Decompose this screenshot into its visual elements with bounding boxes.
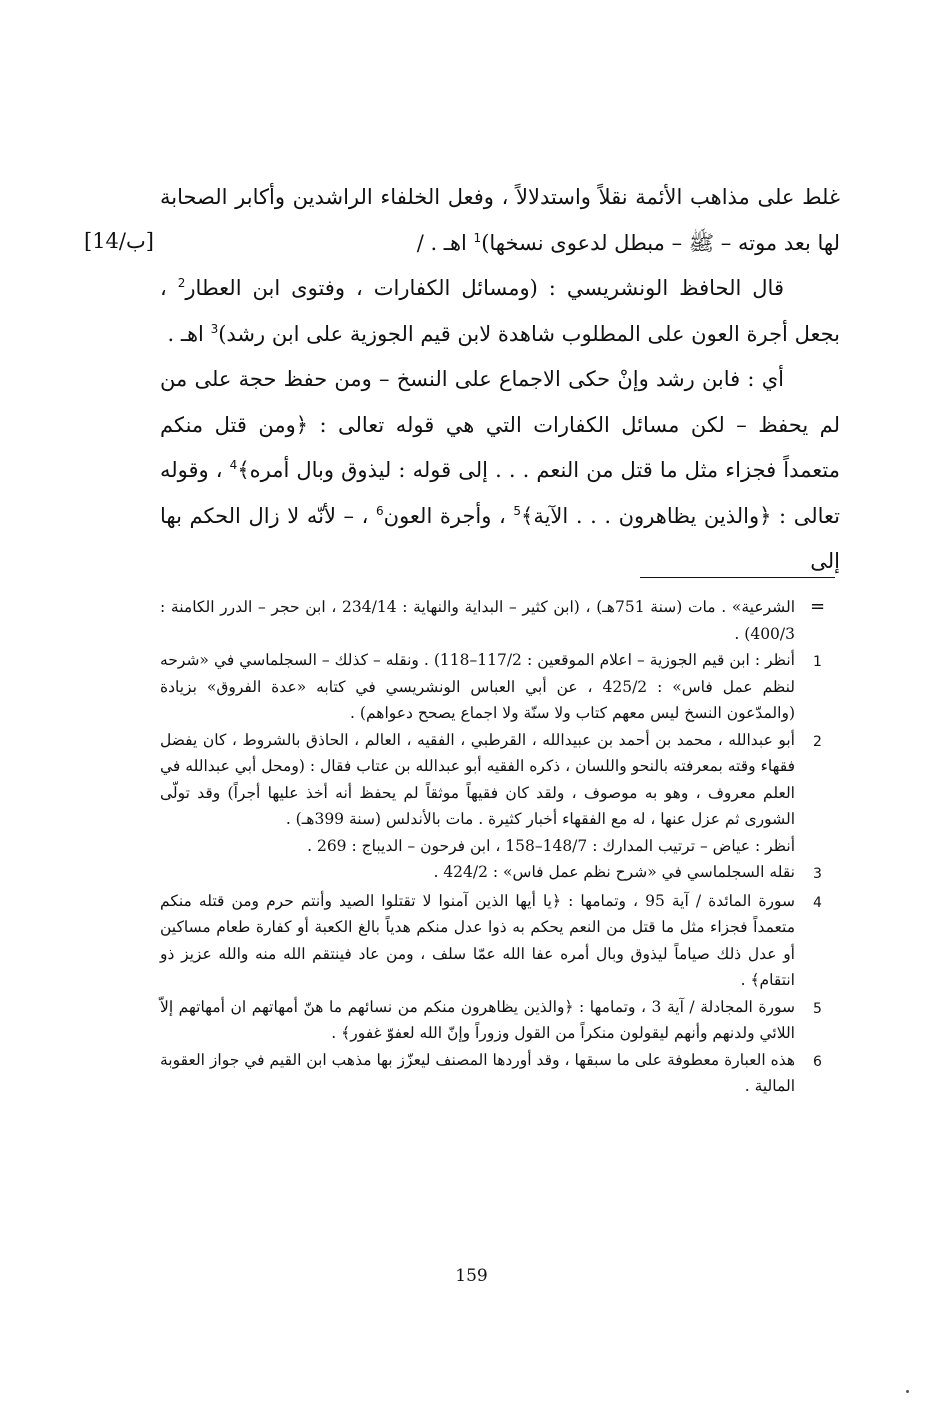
footnote-ref-2[interactable]: 2 (177, 276, 186, 290)
footnote-2 (160, 727, 840, 833)
footnote-ref-3[interactable]: 3 (210, 321, 219, 336)
page-number: 159 (455, 1266, 488, 1286)
footnote-text: سورة المجادلة / آية 3 ، وتمامها : ﴿والذين يظاهرون منكم من نسائهم ما هنّ أمهاتهم ان أمهاتهم إلاّ اللائي ولدنهم وأنهم ليقولون منكراً من القول وزوراً وإنّ الله لعفوّ غفور﴾ . (160, 997, 795, 1042)
paragraph-3-tail-2: ، وأجرة العون (383, 503, 514, 528)
paragraph-1-tail: اهـ . / (416, 230, 474, 255)
footnote-number: 1 (813, 654, 822, 670)
footnote-4 (160, 888, 840, 994)
footnote-3 (160, 859, 840, 888)
footnote-continuation (160, 594, 840, 647)
footnote-number: 6 (813, 1053, 822, 1070)
footnote-text: سورة المائدة / آية 95 ، وتمامها : ﴿يا أيها الذين آمنوا لا تقتلوا الصيد وأنتم حرم ومن قتله منكم متعمداً فجزاء مثل ما قتل من النعم يحكم به ذوا عدل منكم هدياً بالغ الكعبة أو كفارة طعام مساكين أو عدل ذلك صياماً ليذوق وبال أمره عفا الله عمّا سلف ، ومن عاد فينتقم الله منه والله عزيز ذو انتقام﴾ . (160, 891, 796, 989)
scan-speck (906, 1390, 909, 1393)
footnote-ref-6[interactable]: 6 (376, 503, 384, 518)
footnote-text: أنظر : عياض – ترتيب المدارك : 148/7–158 ، ابن فرحون – الديباج : 269 . (307, 836, 795, 855)
footnote-ref-4[interactable]: 4 (229, 458, 238, 472)
paragraph-3 (160, 357, 840, 585)
footnote-number: 4 (813, 894, 822, 911)
footnote-ref-5[interactable]: 5 (513, 503, 522, 518)
footnotes (160, 594, 840, 1100)
footnote-1 (160, 647, 840, 727)
footnote-number: 2 (813, 733, 822, 750)
footnote-text: أبو عبدالله ، محمد بن أحمد بن عبيدالله ، القرطبي ، الفقيه ، العالم ، الحاذق بالشروط ، كان يفضل فقهاء وقته بمعرفته بالنحو واللسان ، ذكره الفقيه أبو عبدالله بن عتاب فقال : (ومحل أبي عبدالله في العلم معروف ، وهو به موصوف ، ولقد كان فقيهاً موثقاً لم يحفظ أنه أخذ عليها أجراً) وقد تولّى الشورى ثم عزل عنها ، له مع الفقهاء أخبار كثيرة . مات بالأندلس (سنة 399هـ) . (160, 730, 795, 828)
folio-marker: [14/ب] (84, 229, 154, 253)
footnote-text: نقله السجلماسي في «شرح نظم عمل فاس» : 424/2 . (433, 863, 795, 881)
footnote-number: 5 (813, 1000, 822, 1017)
paragraph-3-tail-3: ، – لأنّه لا زال الحكم بها إلى (160, 503, 840, 573)
paragraph-1-text: غلط على مذاهب الأئمة نقلاً واستدلالاً ، وفعل الخلفاء الراشدين وأكابر الصحابة لها بعد موته – ﷺ – مبطل لدعوى نسخها) (160, 185, 840, 255)
footnote-text: الشرعية» . مات (سنة 751هـ) ، (ابن كثير – البداية والنهاية : 234/14 ، ابن حجر – الدرر الكامنة : 400/3) . (160, 598, 795, 643)
footnote-number (795, 833, 840, 860)
paragraph-2-text: قال الحافظ الونشريسي : (ومسائل الكفارات ، وفتوى ابن العطار (185, 276, 784, 300)
main-text (160, 175, 840, 585)
paragraph-2-tail-2: اهـ . (167, 321, 211, 346)
footnote-text: أنظر : ابن قيم الجوزية – اعلام الموقعين : 117/2–118) . ونقله – كذلك – السجلماسي في «شرحه لنظم عمل فاس» : 425/2 ، عن أبي العباس الونشريسي في كتابه «عدة الفروق» بزيادة (والمدّعون النسخ ليس معهم كتاب ولا سنّة ولا اجماع يصحح دعواهم) . (160, 651, 795, 722)
footnote-marker: = (809, 596, 826, 617)
paragraph-3-tail: ، وقوله تعالى : ﴿والذين يظاهرون . . . الآية﴾ (160, 458, 840, 528)
footnote-5 (160, 994, 840, 1047)
footnote-number: 3 (813, 866, 822, 882)
paragraph-2-tail: ، بجعل أجرة العون على المطلوب شاهدة لابن قيم الجوزية على ابن رشد) (160, 276, 840, 346)
footnote-2-reference (160, 833, 840, 860)
paragraph-1 (160, 175, 840, 266)
footnote-text: هذه العبارة معطوفة على ما سبقها ، وقد أوردها المصنف ليعزّز بها مذهب ابن القيم في جواز العقوبة المالية . (160, 1050, 795, 1095)
paragraph-3-text: أي : فابن رشد وإنْ حكى الاجماع على النسخ – ومن حفظ حجة على من لم يحفظ – لكن مسائل الكفارات التي هي قوله تعالى : ﴿ومن قتل منكم متعمداً فجزاء مثل ما قتل من النعم . . . إلى قوله : ليذوق وبال أمره﴾ (160, 367, 840, 482)
footnote-separator (640, 577, 835, 578)
paragraph-2 (160, 266, 840, 357)
footnote-ref-1[interactable]: 1 (473, 230, 482, 245)
footnote-6 (160, 1047, 840, 1100)
